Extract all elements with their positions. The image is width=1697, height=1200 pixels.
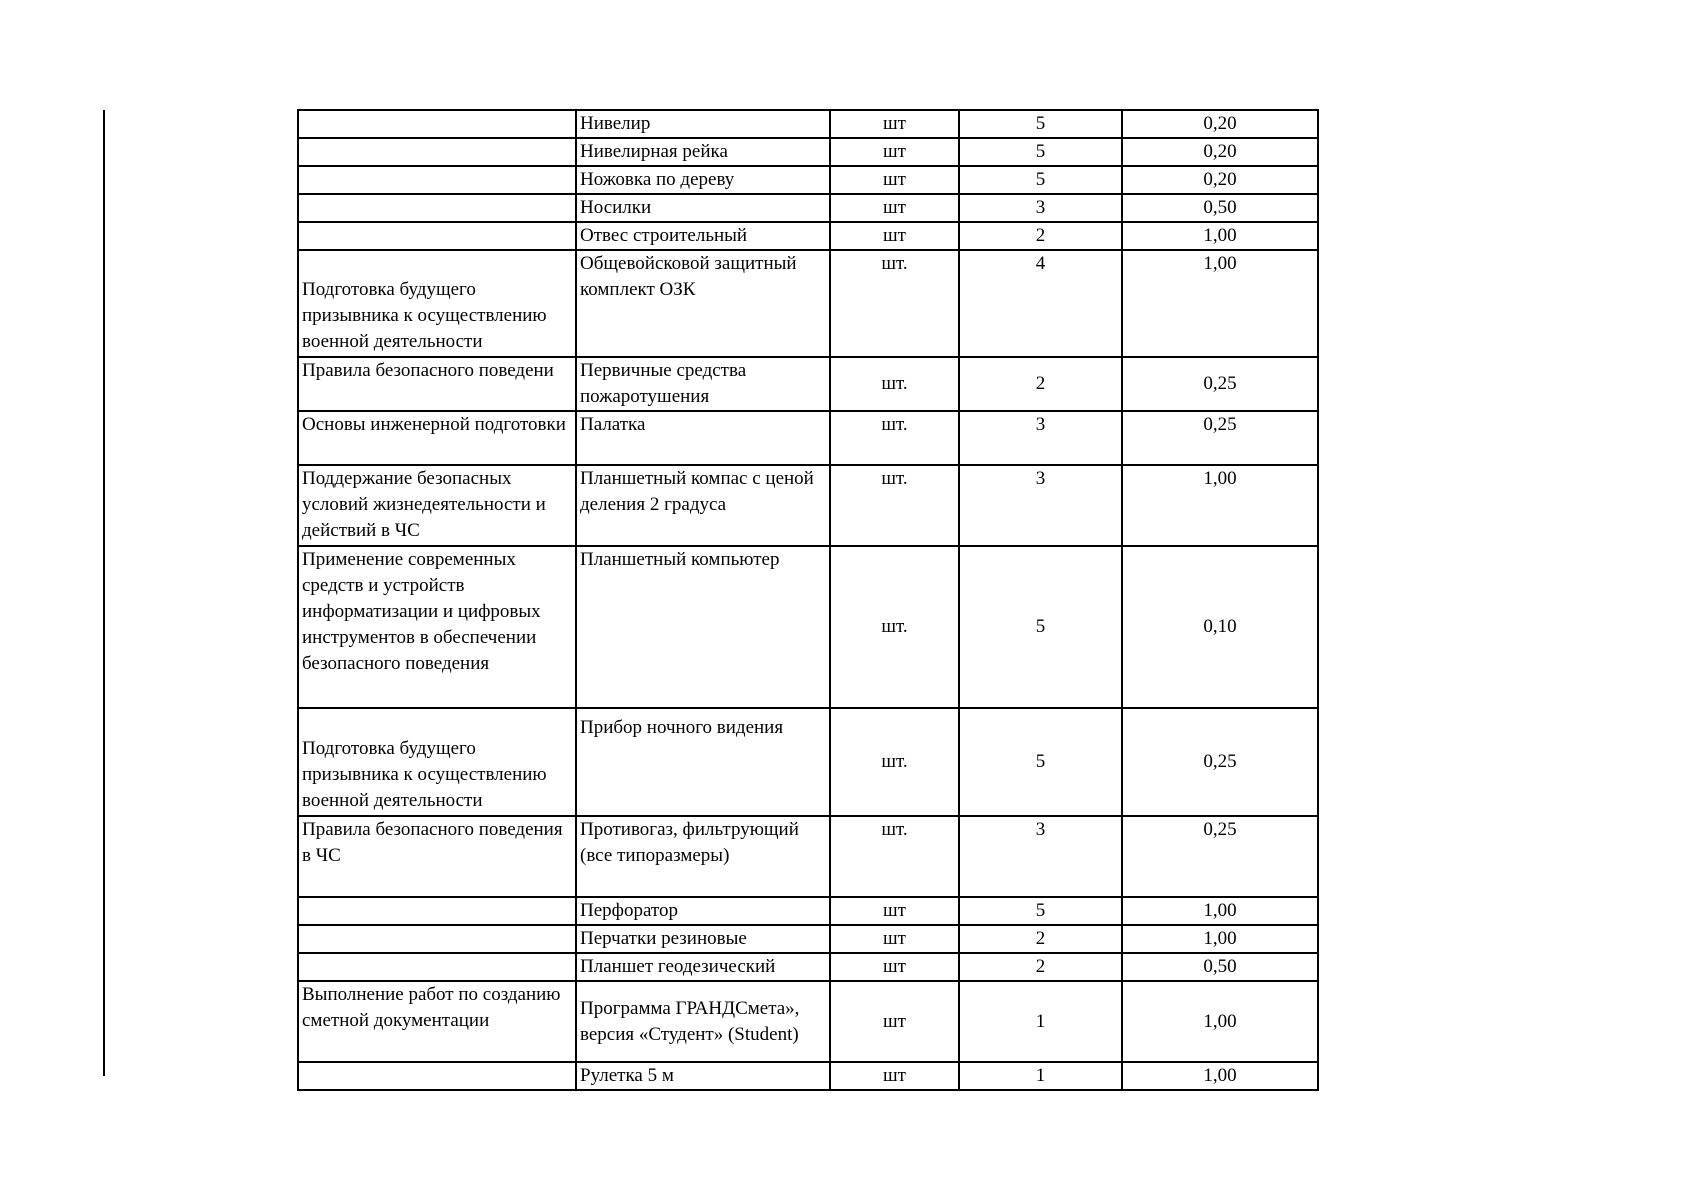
section-cell: Основы инженерной подготовки xyxy=(298,411,576,465)
unit-cell: шт xyxy=(830,194,959,222)
rate-cell: 1,00 xyxy=(1122,465,1318,546)
unit-cell: шт. xyxy=(830,357,959,411)
table-row xyxy=(298,925,1318,953)
table-row xyxy=(298,465,1318,546)
table-row xyxy=(298,1062,1318,1090)
item-name-cell: Противогаз, фильтрующий (все типоразмеры) xyxy=(576,816,830,897)
unit-cell: шт xyxy=(830,166,959,194)
section-cell: Поддержание безопасных условий жизнедеятельности и действий в ЧС xyxy=(298,465,576,546)
item-name-cell: Носилки xyxy=(576,194,830,222)
item-name-cell: Планшет геодезический xyxy=(576,953,830,981)
quantity-cell: 5 xyxy=(959,166,1122,194)
rate-cell: 1,00 xyxy=(1122,925,1318,953)
unit-cell: шт. xyxy=(830,250,959,357)
quantity-cell: 2 xyxy=(959,925,1122,953)
table-row xyxy=(298,222,1318,250)
section-cell xyxy=(298,138,576,166)
quantity-cell: 1 xyxy=(959,1062,1122,1090)
equipment-table xyxy=(297,109,1319,1091)
section-cell xyxy=(298,222,576,250)
table-row xyxy=(298,708,1318,816)
item-name-cell: Отвес строительный xyxy=(576,222,830,250)
unit-cell: шт xyxy=(830,981,959,1062)
unit-cell: шт. xyxy=(830,708,959,816)
rate-cell: 0,20 xyxy=(1122,110,1318,138)
table-row xyxy=(298,110,1318,138)
section-cell xyxy=(298,1062,576,1090)
table-row xyxy=(298,166,1318,194)
rate-cell: 0,50 xyxy=(1122,194,1318,222)
item-name-cell: Планшетный компас с ценой деления 2 градуса xyxy=(576,465,830,546)
item-name-cell: Перчатки резиновые xyxy=(576,925,830,953)
quantity-cell: 2 xyxy=(959,953,1122,981)
item-name-cell: Ножовка по дереву xyxy=(576,166,830,194)
unit-cell: шт xyxy=(830,222,959,250)
section-cell xyxy=(298,110,576,138)
rate-cell: 0,25 xyxy=(1122,816,1318,897)
table-row xyxy=(298,138,1318,166)
section-cell xyxy=(298,897,576,925)
rate-cell: 0,10 xyxy=(1122,546,1318,708)
table-row xyxy=(298,953,1318,981)
section-cell: Подготовка будущего призывника к осуществлению военной деятельности xyxy=(298,250,576,357)
item-name-cell: Программа ГРАНДСмета», версия «Студент» (Student) xyxy=(576,981,830,1062)
table-row xyxy=(298,981,1318,1062)
quantity-cell: 1 xyxy=(959,981,1122,1062)
quantity-cell: 5 xyxy=(959,897,1122,925)
section-cell xyxy=(298,925,576,953)
table-row xyxy=(298,411,1318,465)
rate-cell: 1,00 xyxy=(1122,222,1318,250)
unit-cell: шт xyxy=(830,110,959,138)
table-row xyxy=(298,546,1318,708)
table-row xyxy=(298,357,1318,411)
section-cell xyxy=(298,953,576,981)
item-name-cell: Перфоратор xyxy=(576,897,830,925)
rate-cell: 1,00 xyxy=(1122,250,1318,357)
rate-cell: 0,25 xyxy=(1122,708,1318,816)
quantity-cell: 5 xyxy=(959,110,1122,138)
rate-cell: 0,20 xyxy=(1122,138,1318,166)
quantity-cell: 3 xyxy=(959,816,1122,897)
page-margin-line xyxy=(103,110,105,1076)
item-name-cell: Планшетный компьютер xyxy=(576,546,830,708)
section-cell: Правила безопасного поведени xyxy=(298,357,576,411)
table-row xyxy=(298,194,1318,222)
unit-cell: шт. xyxy=(830,546,959,708)
rate-cell: 0,50 xyxy=(1122,953,1318,981)
rate-cell: 0,25 xyxy=(1122,357,1318,411)
section-cell: Подготовка будущего призывника к осуществлению военной деятельности xyxy=(298,708,576,816)
quantity-cell: 4 xyxy=(959,250,1122,357)
unit-cell: шт xyxy=(830,138,959,166)
unit-cell: шт. xyxy=(830,816,959,897)
table-row xyxy=(298,897,1318,925)
unit-cell: шт xyxy=(830,897,959,925)
section-cell xyxy=(298,194,576,222)
section-cell: Правила безопасного поведения в ЧС xyxy=(298,816,576,897)
unit-cell: шт xyxy=(830,1062,959,1090)
item-name-cell: Нивелир xyxy=(576,110,830,138)
quantity-cell: 3 xyxy=(959,465,1122,546)
quantity-cell: 2 xyxy=(959,357,1122,411)
item-name-cell: Прибор ночного видения xyxy=(576,708,830,816)
table-row xyxy=(298,816,1318,897)
quantity-cell: 5 xyxy=(959,546,1122,708)
rate-cell: 1,00 xyxy=(1122,981,1318,1062)
section-cell: Выполнение работ по созданию сметной документации xyxy=(298,981,576,1062)
table-row xyxy=(298,250,1318,357)
rate-cell: 0,25 xyxy=(1122,411,1318,465)
unit-cell: шт. xyxy=(830,411,959,465)
item-name-cell: Первичные средства пожаротушения xyxy=(576,357,830,411)
unit-cell: шт xyxy=(830,953,959,981)
quantity-cell: 3 xyxy=(959,194,1122,222)
quantity-cell: 5 xyxy=(959,138,1122,166)
quantity-cell: 5 xyxy=(959,708,1122,816)
item-name-cell: Нивелирная рейка xyxy=(576,138,830,166)
section-cell xyxy=(298,166,576,194)
quantity-cell: 2 xyxy=(959,222,1122,250)
quantity-cell: 3 xyxy=(959,411,1122,465)
item-name-cell: Палатка xyxy=(576,411,830,465)
rate-cell: 1,00 xyxy=(1122,1062,1318,1090)
unit-cell: шт xyxy=(830,925,959,953)
rate-cell: 1,00 xyxy=(1122,897,1318,925)
unit-cell: шт. xyxy=(830,465,959,546)
item-name-cell: Общевойсковой защитный комплект ОЗК xyxy=(576,250,830,357)
section-cell: Применение современных средств и устройств информатизации и цифровых инструментов в обеспечении безопасного поведения xyxy=(298,546,576,708)
item-name-cell: Рулетка 5 м xyxy=(576,1062,830,1090)
rate-cell: 0,20 xyxy=(1122,166,1318,194)
